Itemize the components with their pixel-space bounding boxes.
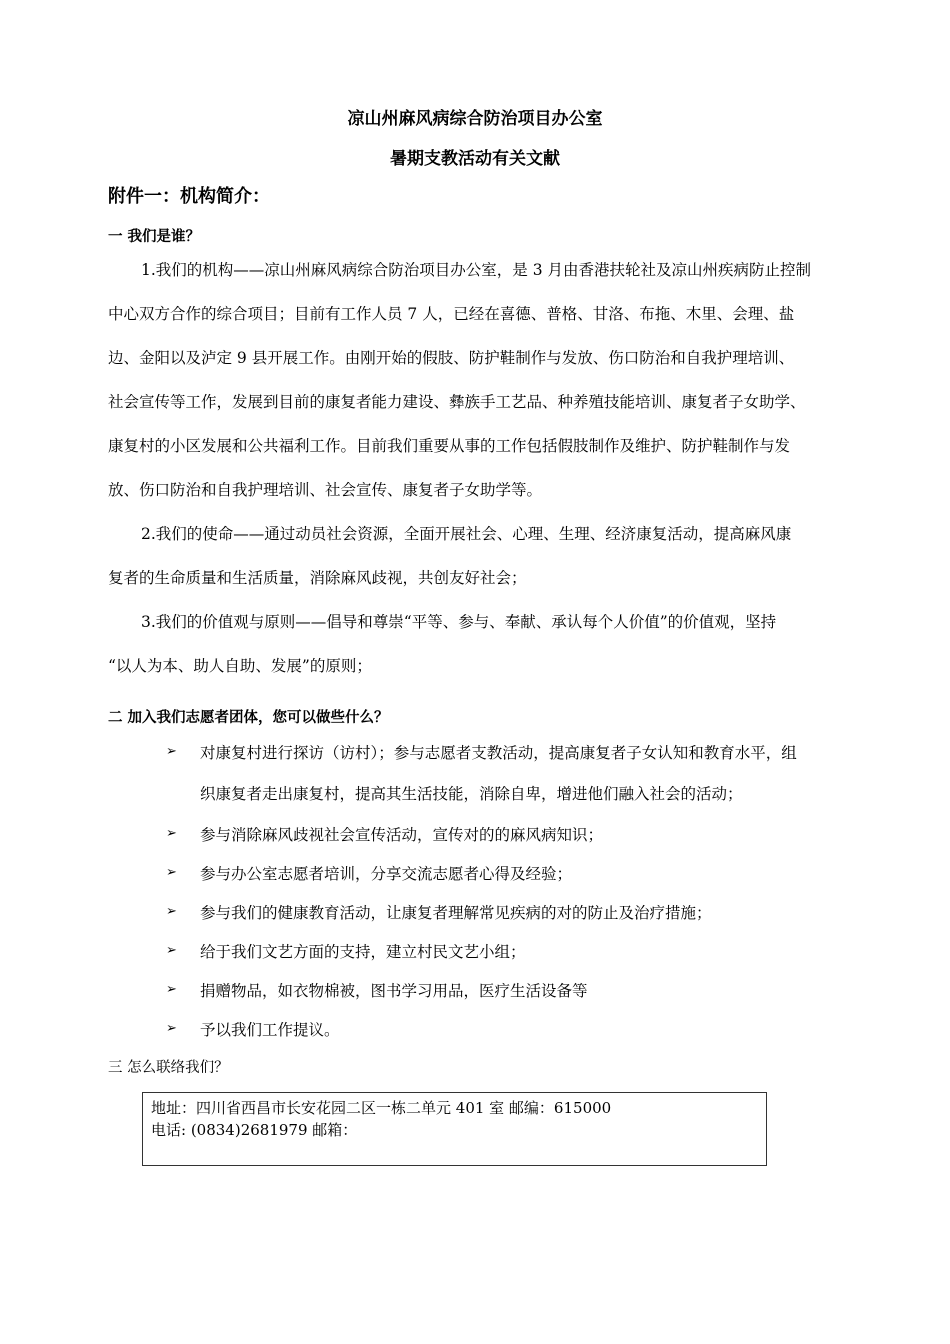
section2-heading: 二 加入我们志愿者团体，您可以做些什么？ [108,709,389,726]
paragraph-line: 康复村的小区发展和公共福利工作。目前我们重要从事的工作包括假肢制作及维护、防护鞋制作与发 [108,437,791,455]
list-item [166,734,866,816]
section3-heading: 三 怎么联络我们？ [108,1060,229,1076]
list-item-text: 予以我们工作提议。 [200,1021,340,1039]
paragraph-line: 2.我们的使命——通过动员社会资源，全面开展社会、心理、生理、经济康复活动，提高麻风康 [141,525,792,543]
list-item [166,1011,866,1050]
list-item [166,933,866,972]
list-item [166,816,866,855]
paragraph-line: 1.我们的机构——凉山州麻风病综合防治项目办公室，是 3 月由香港扶轮社及凉山州疾病防止控制 [141,261,812,279]
list-item-text: 织康复者走出康复村，提高其生活技能，消除自卑，增进他们融入社会的活动； [200,785,743,803]
list-item-text: 捐赠物品，如衣物棉被，图书学习用品，医疗生活设备等 [200,982,588,1000]
section1-paragraph3 [108,600,868,688]
section1-heading: 一 我们是谁？ [108,228,201,245]
attachment-heading: 附件一：机构简介： [108,186,270,207]
arrowhead-bullet-icon: ➢ [166,904,177,919]
section1-paragraph2 [108,512,868,600]
document-title-line1: 凉山州麻风病综合防治项目办公室 [347,109,603,129]
list-item-text: 对康复村进行探访（访村）；参与志愿者支教活动，提高康复者子女认知和教育水平，组 [200,744,797,762]
contact-address: 地址：四川省西昌市长安花园二区一栋二单元 401 室 邮编：615000 [151,1099,612,1117]
arrowhead-bullet-icon: ➢ [166,744,177,759]
list-item [166,855,866,894]
list-item [166,972,866,1011]
paragraph-line: 社会宣传等工作，发展到目前的康复者能力建设、彝族手工艺品、种养殖技能培训、康复者子女助学、 [108,393,806,411]
list-item-text: 参与我们的健康教育活动，让康复者理解常见疾病的对的防止及治疗措施； [200,904,712,922]
arrowhead-bullet-icon: ➢ [166,865,177,880]
list-item [166,894,866,933]
volunteer-activities-list [166,734,866,1050]
paragraph-line: 3.我们的价值观与原则——倡导和尊崇“平等、参与、奉献、承认每个人价值”的价值观，坚持 [141,613,777,631]
arrowhead-bullet-icon: ➢ [166,982,177,997]
arrowhead-bullet-icon: ➢ [166,1021,177,1036]
paragraph-line: 放、伤口防治和自我护理培训、社会宣传、康复者子女助学等。 [108,481,543,499]
list-item-text: 参与消除麻风歧视社会宣传活动，宣传对的的麻风病知识； [200,826,604,844]
arrowhead-bullet-icon: ➢ [166,826,177,841]
paragraph-line: 边、金阳以及泸定 9 县开展工作。由刚开始的假肢、防护鞋制作与发放、伤口防治和自我护理培训、 [108,349,795,367]
contact-info-box [142,1092,767,1166]
contact-phone: 电话: (0834)2681979 邮箱： [151,1121,358,1139]
list-item-text: 给于我们文艺方面的支持，建立村民文艺小组； [200,943,526,961]
paragraph-line: 中心双方合作的综合项目；目前有工作人员 7 人，已经在喜德、普格、甘洛、布拖、木里、会理、盐 [108,305,795,323]
list-item-text: 参与办公室志愿者培训，分享交流志愿者心得及经验； [200,865,573,883]
paragraph-line: “以人为本、助人自助、发展”的原则； [108,657,372,675]
arrowhead-bullet-icon: ➢ [166,943,177,958]
document-title-line2: 暑期支教活动有关文献 [390,149,560,169]
section1-paragraph1 [108,248,868,512]
paragraph-line: 复者的生命质量和生活质量，消除麻风歧视，共创友好社会； [108,569,527,587]
